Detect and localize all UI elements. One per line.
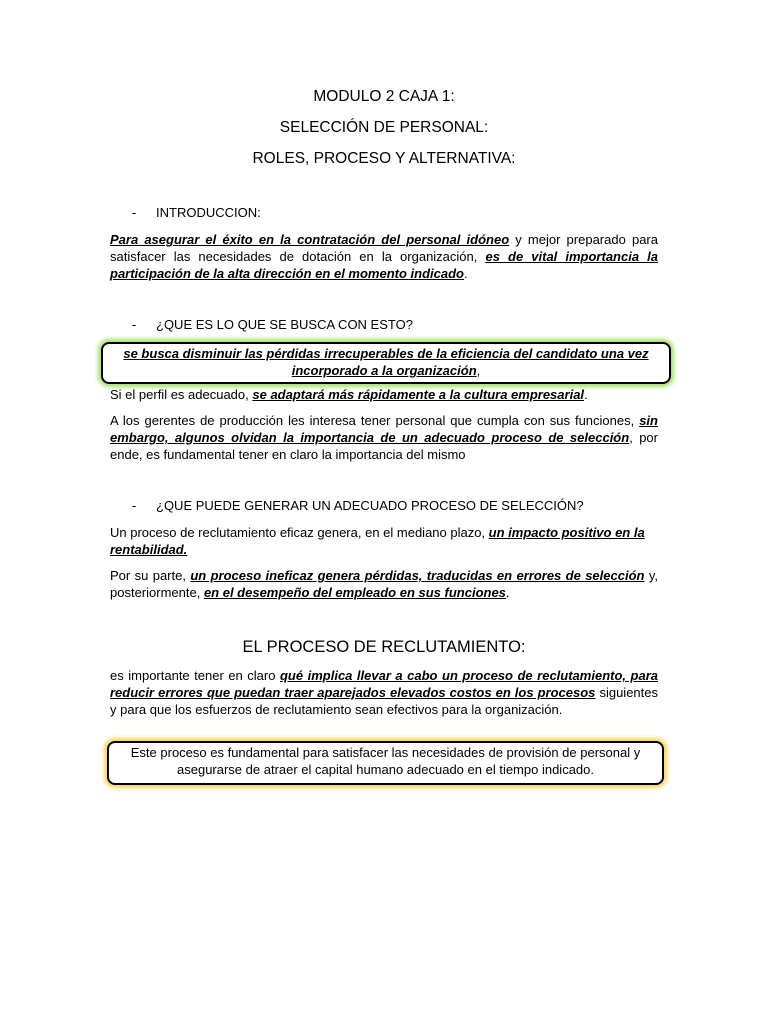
effective-text: Un proceso de reclutamiento eficaz genera, en el mediano plazo,	[110, 525, 489, 540]
profile-emphasis: se adaptará más rápidamente a la cultura empresarial	[252, 387, 585, 402]
header-line-1: MODULO 2 CAJA 1:	[313, 88, 455, 105]
highlight-box-yellow: Este proceso es fundamental para satisfacer las necesidades de provisión de personal y asegurarse de atraer el capital humano adecuado en el tiempo indicado.	[107, 741, 664, 785]
intro-heading	[132, 205, 261, 220]
recruitment-section-title: EL PROCESO DE RECLUTAMIENTO:	[242, 638, 526, 656]
recruitment-emphasis: qué implica llevar a cabo un proceso de reclutamiento, para reducir errores que puedan traer aparejados elevados costos en los procesos	[110, 668, 658, 700]
inefficient-emphasis-1: un proceso ineficaz genera pérdidas, traducidas en errores de selección	[190, 568, 645, 583]
inefficient-process-paragraph	[110, 567, 658, 601]
bullet-dash: -	[132, 205, 137, 220]
bullet-dash: -	[132, 498, 137, 513]
question-1-text: ¿QUE ES LO QUE SE BUSCA CON ESTO?	[156, 317, 413, 332]
inefficient-text-2: y, posteriormente,	[110, 568, 658, 600]
question-2-heading	[132, 498, 584, 513]
highlight-green-emphasis: se busca disminuir las pérdidas irrecuperables de la eficiencia del candidato una vez incorporado a la organización	[123, 346, 649, 378]
highlight-green-comma: ,	[476, 363, 481, 378]
header-line-3: ROLES, PROCESO Y ALTERNATIVA:	[252, 150, 516, 167]
intro-emphasis-2: es de vital importancia la participación de la alta dirección en el momento indicado	[110, 249, 658, 281]
intro-heading-text: INTRODUCCION:	[156, 205, 261, 220]
bullet-dash: -	[132, 317, 137, 332]
recruitment-paragraph	[110, 667, 658, 718]
managers-text-1: A los gerentes de producción les interesa tener personal que cumpla con sus funciones,	[110, 413, 640, 428]
intro-paragraph	[110, 231, 658, 282]
highlight-box-green	[101, 342, 671, 384]
inefficient-emphasis-2: en el desempeño del empleado en sus funciones	[203, 585, 506, 600]
intro-text-1: y mejor preparado para satisfacer las necesidades de dotación en la organización,	[110, 232, 658, 264]
profile-text-1: Si el perfil es adecuado,	[110, 387, 253, 402]
profile-text-2: .	[584, 387, 588, 402]
question-2-text: ¿QUE PUEDE GENERAR UN ADECUADO PROCESO DE SELECCIÓN?	[156, 498, 584, 513]
recruitment-text-2: siguientes y para que los esfuerzos de reclutamiento sean efectivos para la organización.	[110, 685, 658, 717]
effective-process-paragraph	[110, 524, 658, 558]
managers-emphasis: sin embargo, algunos olvidan la importancia de un adecuado proceso de selección	[110, 413, 658, 445]
inefficient-text-1: Por su parte,	[110, 568, 191, 583]
question-1-heading	[132, 317, 413, 332]
intro-text-2: .	[463, 266, 468, 281]
header-line-2: SELECCIÓN DE PERSONAL:	[279, 119, 489, 136]
effective-emphasis: un impacto positivo en la rentabilidad.	[110, 525, 645, 557]
managers-paragraph	[110, 412, 658, 463]
managers-text-2: , por ende, es fundamental tener en claro la importancia del mismo	[110, 430, 658, 462]
intro-emphasis-1: Para asegurar el éxito en la contratación del personal idóneo	[110, 232, 510, 247]
recruitment-text-1: es importante tener en claro	[110, 668, 280, 683]
inefficient-text-3: .	[505, 585, 510, 600]
profile-paragraph	[110, 386, 658, 403]
